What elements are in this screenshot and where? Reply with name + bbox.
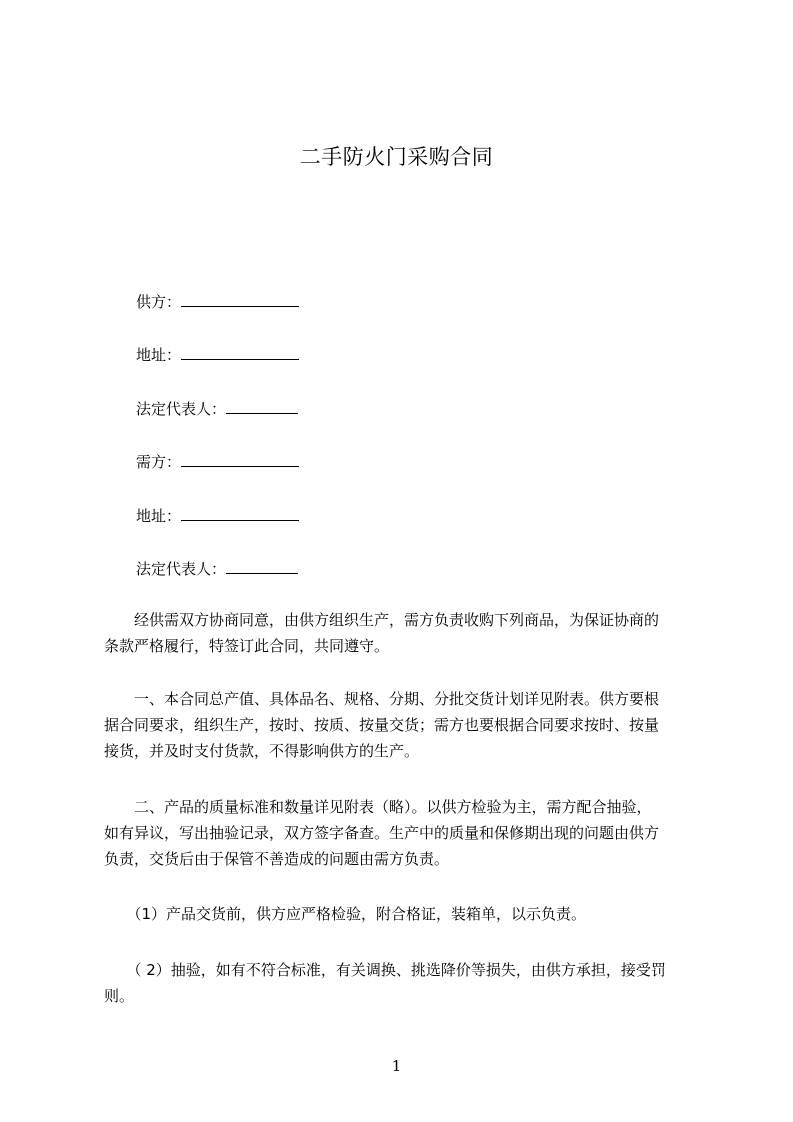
supplier-representative-field [136,399,298,419]
buyer-address-label: 地址： [136,507,182,525]
paragraph-intro [104,607,704,659]
paragraph-line: 负责，交货后由于保管不善造成的问题由需方负责。 [104,850,450,868]
supplier-field [136,292,299,312]
paragraph-line: 一、本合同总产值、具体品名、规格、分期、分批交货计划详见附表。供方要根 [104,690,660,708]
paragraph-clause-1 [104,686,704,764]
paragraph-clause-2-1 [104,901,704,927]
paragraph-line: 据合同要求，组织生产，按时、按质、按量交货；需方也要根据合同要求按时、按量 [104,716,660,734]
page-title: 二手防火门采购合同 [299,145,494,169]
page-number: 1 [391,1057,402,1075]
buyer-representative-blank [226,559,298,574]
paragraph-line: 接货，并及时支付货款，不得影响供方的生产。 [104,742,420,760]
paragraph-clause-2 [104,794,704,872]
supplier-representative-label: 法定代表人： [136,400,227,418]
buyer-representative-label: 法定代表人： [136,560,227,578]
supplier-label: 供方： [136,293,182,311]
supplier-blank [181,292,299,307]
buyer-blank [181,452,299,467]
supplier-address-label: 地址： [136,346,182,364]
paragraph-line: 如有异议，写出抽验记录，双方签字备查。生产中的质量和保修期出现的问题由供方 [104,824,660,842]
buyer-address-field [136,506,299,526]
paragraph-line: 条款严格履行，特签订此合同，共同遵守。 [104,637,390,655]
paragraph-line: 经供需双方协商同意，由供方组织生产，需方负责收购下列商品，为保证协商的 [104,611,660,629]
paragraph-clause-2-2 [104,957,704,1009]
buyer-address-blank [181,506,299,521]
paragraph-line: （1）产品交货前，供方应严格检验，附合格证，装箱单，以示负责。 [104,905,587,923]
supplier-address-field [136,345,299,365]
buyer-field [136,452,299,472]
paragraph-line: 二、产品的质量标准和数量详见附表（略）。以供方检验为主，需方配合抽验， [104,798,652,816]
paragraph-line: （ 2）抽验，如有不符合标准，有关调换、挑选降价等损失，由供方承担，接受罚 [104,961,666,979]
buyer-representative-field [136,559,298,579]
supplier-representative-blank [226,399,298,414]
paragraph-line: 则。 [104,987,135,1005]
buyer-label: 需方： [136,453,182,471]
supplier-address-blank [181,345,299,360]
